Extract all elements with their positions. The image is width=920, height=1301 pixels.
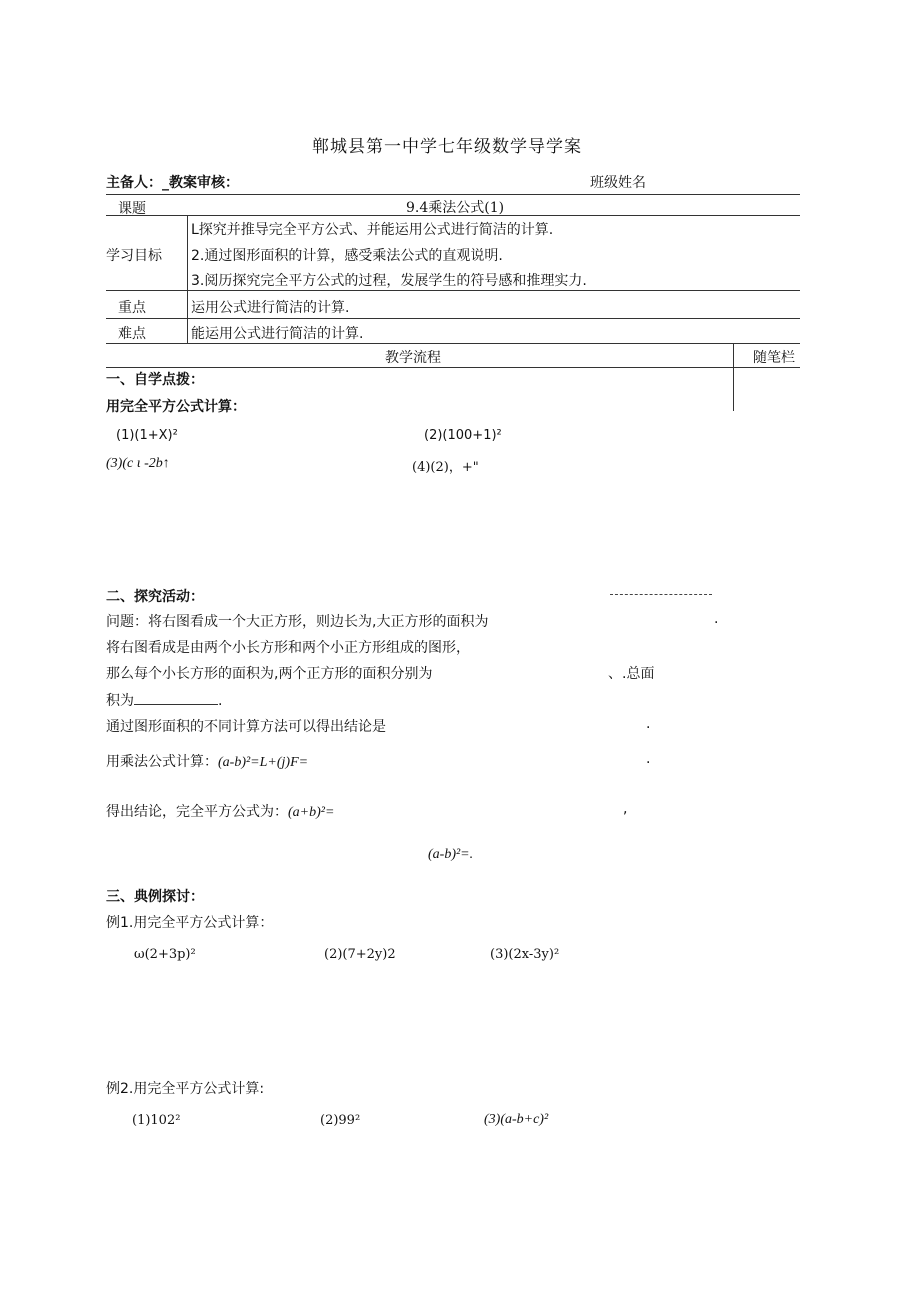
section3-heading: 三、典例探讨： <box>106 889 204 905</box>
topic-value: 9.4乘法公式(1) <box>406 200 505 216</box>
section1-question-4: (4)(2)，+" <box>412 460 479 475</box>
goal-item: L探究并推导完全平方公式、并能运用公式进行简洁的计算. <box>191 222 554 238</box>
section1-question-3: (3)(c ι -2b↑ <box>106 456 170 471</box>
section2-line <box>106 690 222 710</box>
section2-line-end: 、.总面 <box>608 666 655 682</box>
example1-question-1: ω(2+3p)² <box>134 947 196 962</box>
section2-line: 问题：将右图看成一个大正方形，则边长为,大正方形的面积为 <box>106 614 489 630</box>
difficulty-label: 难点 <box>118 326 146 342</box>
example1-question-3: (3)(2x-3y)² <box>490 947 560 962</box>
formula: (a-b)²=L+(j)F= <box>218 755 309 770</box>
section1-question-1: (1)(1+X)² <box>116 428 178 443</box>
formula: (a-b)²=. <box>428 847 474 862</box>
section1-heading: 一、自学点拨： <box>106 372 204 388</box>
table-row-border <box>106 290 800 291</box>
section2-line-end: . <box>646 716 651 732</box>
section2-line-end: . <box>646 751 651 767</box>
formula-label: 用乘法公式计算： <box>106 754 218 770</box>
example1-title: 例1.用完全平方公式计算： <box>106 915 274 931</box>
table-top-border <box>106 194 800 195</box>
section2-line-end: . <box>714 611 719 627</box>
example1-question-2: (2)(7+2y)2 <box>324 947 396 962</box>
section2-line: 通过图形面积的不同计算方法可以得出结论是 <box>106 719 386 735</box>
key-label: 重点 <box>118 300 146 316</box>
table-row-border <box>106 343 800 344</box>
conclusion-label: 得出结论，完全平方公式为： <box>106 804 288 820</box>
goal-item: 2.通过图形面积的计算，感受乘法公式的直观说明. <box>191 248 503 264</box>
page-title: 郸城县第一中学七年级数学导学案 <box>312 137 582 157</box>
section2-line: 将右图看成是由两个小长方形和两个小正方形组成的图形， <box>106 640 470 656</box>
flow-label: 教学流程 <box>385 350 441 366</box>
total-area-label: 积为 <box>106 693 134 709</box>
class-name-label: 班级姓名 <box>590 175 646 191</box>
section2-heading: 二、探究活动： <box>106 589 204 605</box>
topic-label: 课题 <box>118 201 146 217</box>
table-row-border <box>106 367 800 368</box>
dashed-figure-edge <box>610 594 712 595</box>
section1-question-2: (2)(100+1)² <box>424 428 502 443</box>
key-value: 运用公式进行简洁的计算. <box>191 300 350 316</box>
example2-question-2: (2)99² <box>320 1113 361 1128</box>
section2-line <box>106 751 308 771</box>
table-column-divider <box>187 215 188 343</box>
formula: (a+b)²= <box>288 805 335 820</box>
goals-label: 学习目标 <box>106 248 162 264</box>
section2-line-end: , <box>623 801 628 817</box>
example2-question-3: (3)(a-b+c)² <box>484 1112 549 1127</box>
section1-instruction: 用完全平方公式计算： <box>106 399 246 415</box>
preparer-label: 主备人：_教案审核： <box>106 175 239 191</box>
difficulty-value: 能运用公式进行简洁的计算. <box>191 326 364 342</box>
goal-item: 3.阅历探究完全平方公式的过程，发展学生的符号感和推理实力. <box>191 273 587 289</box>
answer-blank <box>134 690 218 705</box>
section2-line-end: . <box>218 693 223 709</box>
example2-title: 例2.用完全平方公式计算: <box>106 1081 265 1097</box>
section2-line: 那么每个小长方形的面积为,两个正方形的面积分别为 <box>106 666 433 682</box>
example2-question-1: (1)102² <box>132 1113 181 1128</box>
table-row-border <box>106 318 800 319</box>
notes-column-divider <box>733 343 734 411</box>
notes-label: 随笔栏 <box>753 350 795 366</box>
section2-line <box>106 801 334 821</box>
